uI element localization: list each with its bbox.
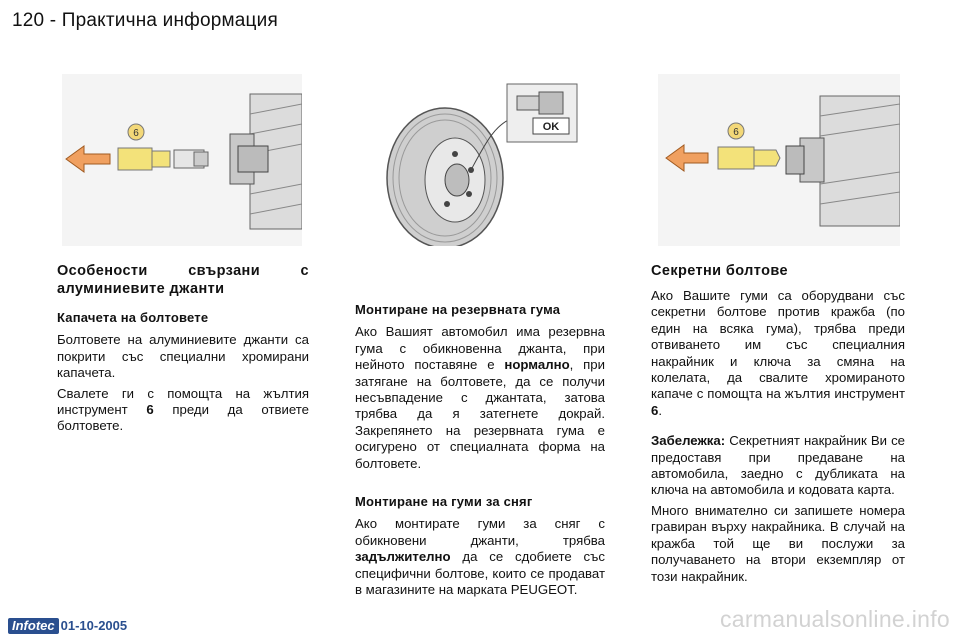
snow-tyres-paragraph: Ако монтирате гуми за сняг с обикновени джанти, трябва задължително да се сдобиете със специфични болтове, които се продават в магазините на марката PEUGEOT. (355, 516, 605, 598)
spare-wheel-paragraph: Ако Вашият автомобил има резервна гума с обикновенна джанта, при нейното поставяне е нормално, при затягане на болтовете, да се получи несъвпадение с джантата, затова трябва да я затегнете докрай. Закрепянето на резервната гума е осигурено от специалната форма на болтовете. (355, 324, 606, 471)
spare-wheel-bolt-illustration (385, 74, 585, 246)
infotec-logo: Infotec (8, 618, 59, 634)
bolt-caps-subheading: Капачета на болтовете (57, 310, 209, 325)
tool-number-right: 6 (651, 402, 659, 418)
note-label: Забележка: (651, 433, 726, 449)
page-title: 120 - Практична информация (12, 10, 278, 31)
middle-column (355, 302, 605, 599)
left-column (57, 262, 309, 435)
ok-label: OK (542, 121, 560, 133)
tool-6-badge-left: 6 (133, 128, 139, 139)
note-paragraph: Забележка: Секретният накрайник Ви се предоставя при предаване на автомобила, заедно с дубликата на ключа на автомобила и кодовата карта. (651, 433, 905, 498)
infotec-footer (8, 617, 127, 634)
bolt-caps-paragraph: Болтовете на алуминиевите джанти са покрити със специални хромирани капачета. (57, 332, 309, 381)
tool-number: 6 (146, 402, 154, 418)
mandatory-emphasis: задължително (355, 549, 451, 565)
security-bolts-paragraph: Ако Вашите гуми са оборудвани със секретни болтове против кражба (по един на всяка гума), трябва преди отвиването им със специалния накрайник и ключа за смяна на колелата, да свалите хромираното капаче с помощта на жълтия инструмент 6. (651, 288, 905, 418)
tool-6-badge-right: 6 (733, 127, 739, 138)
right-column (651, 262, 905, 585)
remove-caps-paragraph: Свалете ги с помощта на жълтия инструмент 6 преди да отвиете болтовете. (57, 385, 309, 434)
normal-emphasis: нормално (504, 357, 570, 373)
cap-removal-illustration-left (62, 74, 302, 246)
security-bolts-heading: Секретни болтове (651, 263, 788, 279)
security-bolt-illustration-right (658, 74, 900, 246)
alloy-rims-heading: Особености свързани с алуминиевите джанти (57, 263, 309, 297)
record-number-paragraph: Много внимателно си запишете номера гравиран върху накрайника. В случай на кражба той ще ви послужи за получаването на втори екземпляр от този накрайник. (651, 502, 905, 584)
spare-wheel-subheading: Монтиране на резервната гума (355, 302, 561, 317)
site-watermark: carmanualsonline.info (719, 606, 950, 632)
edition-date: 01-10-2005 (60, 618, 128, 633)
snow-tyres-subheading: Монтиране на гуми за сняг (355, 494, 533, 510)
